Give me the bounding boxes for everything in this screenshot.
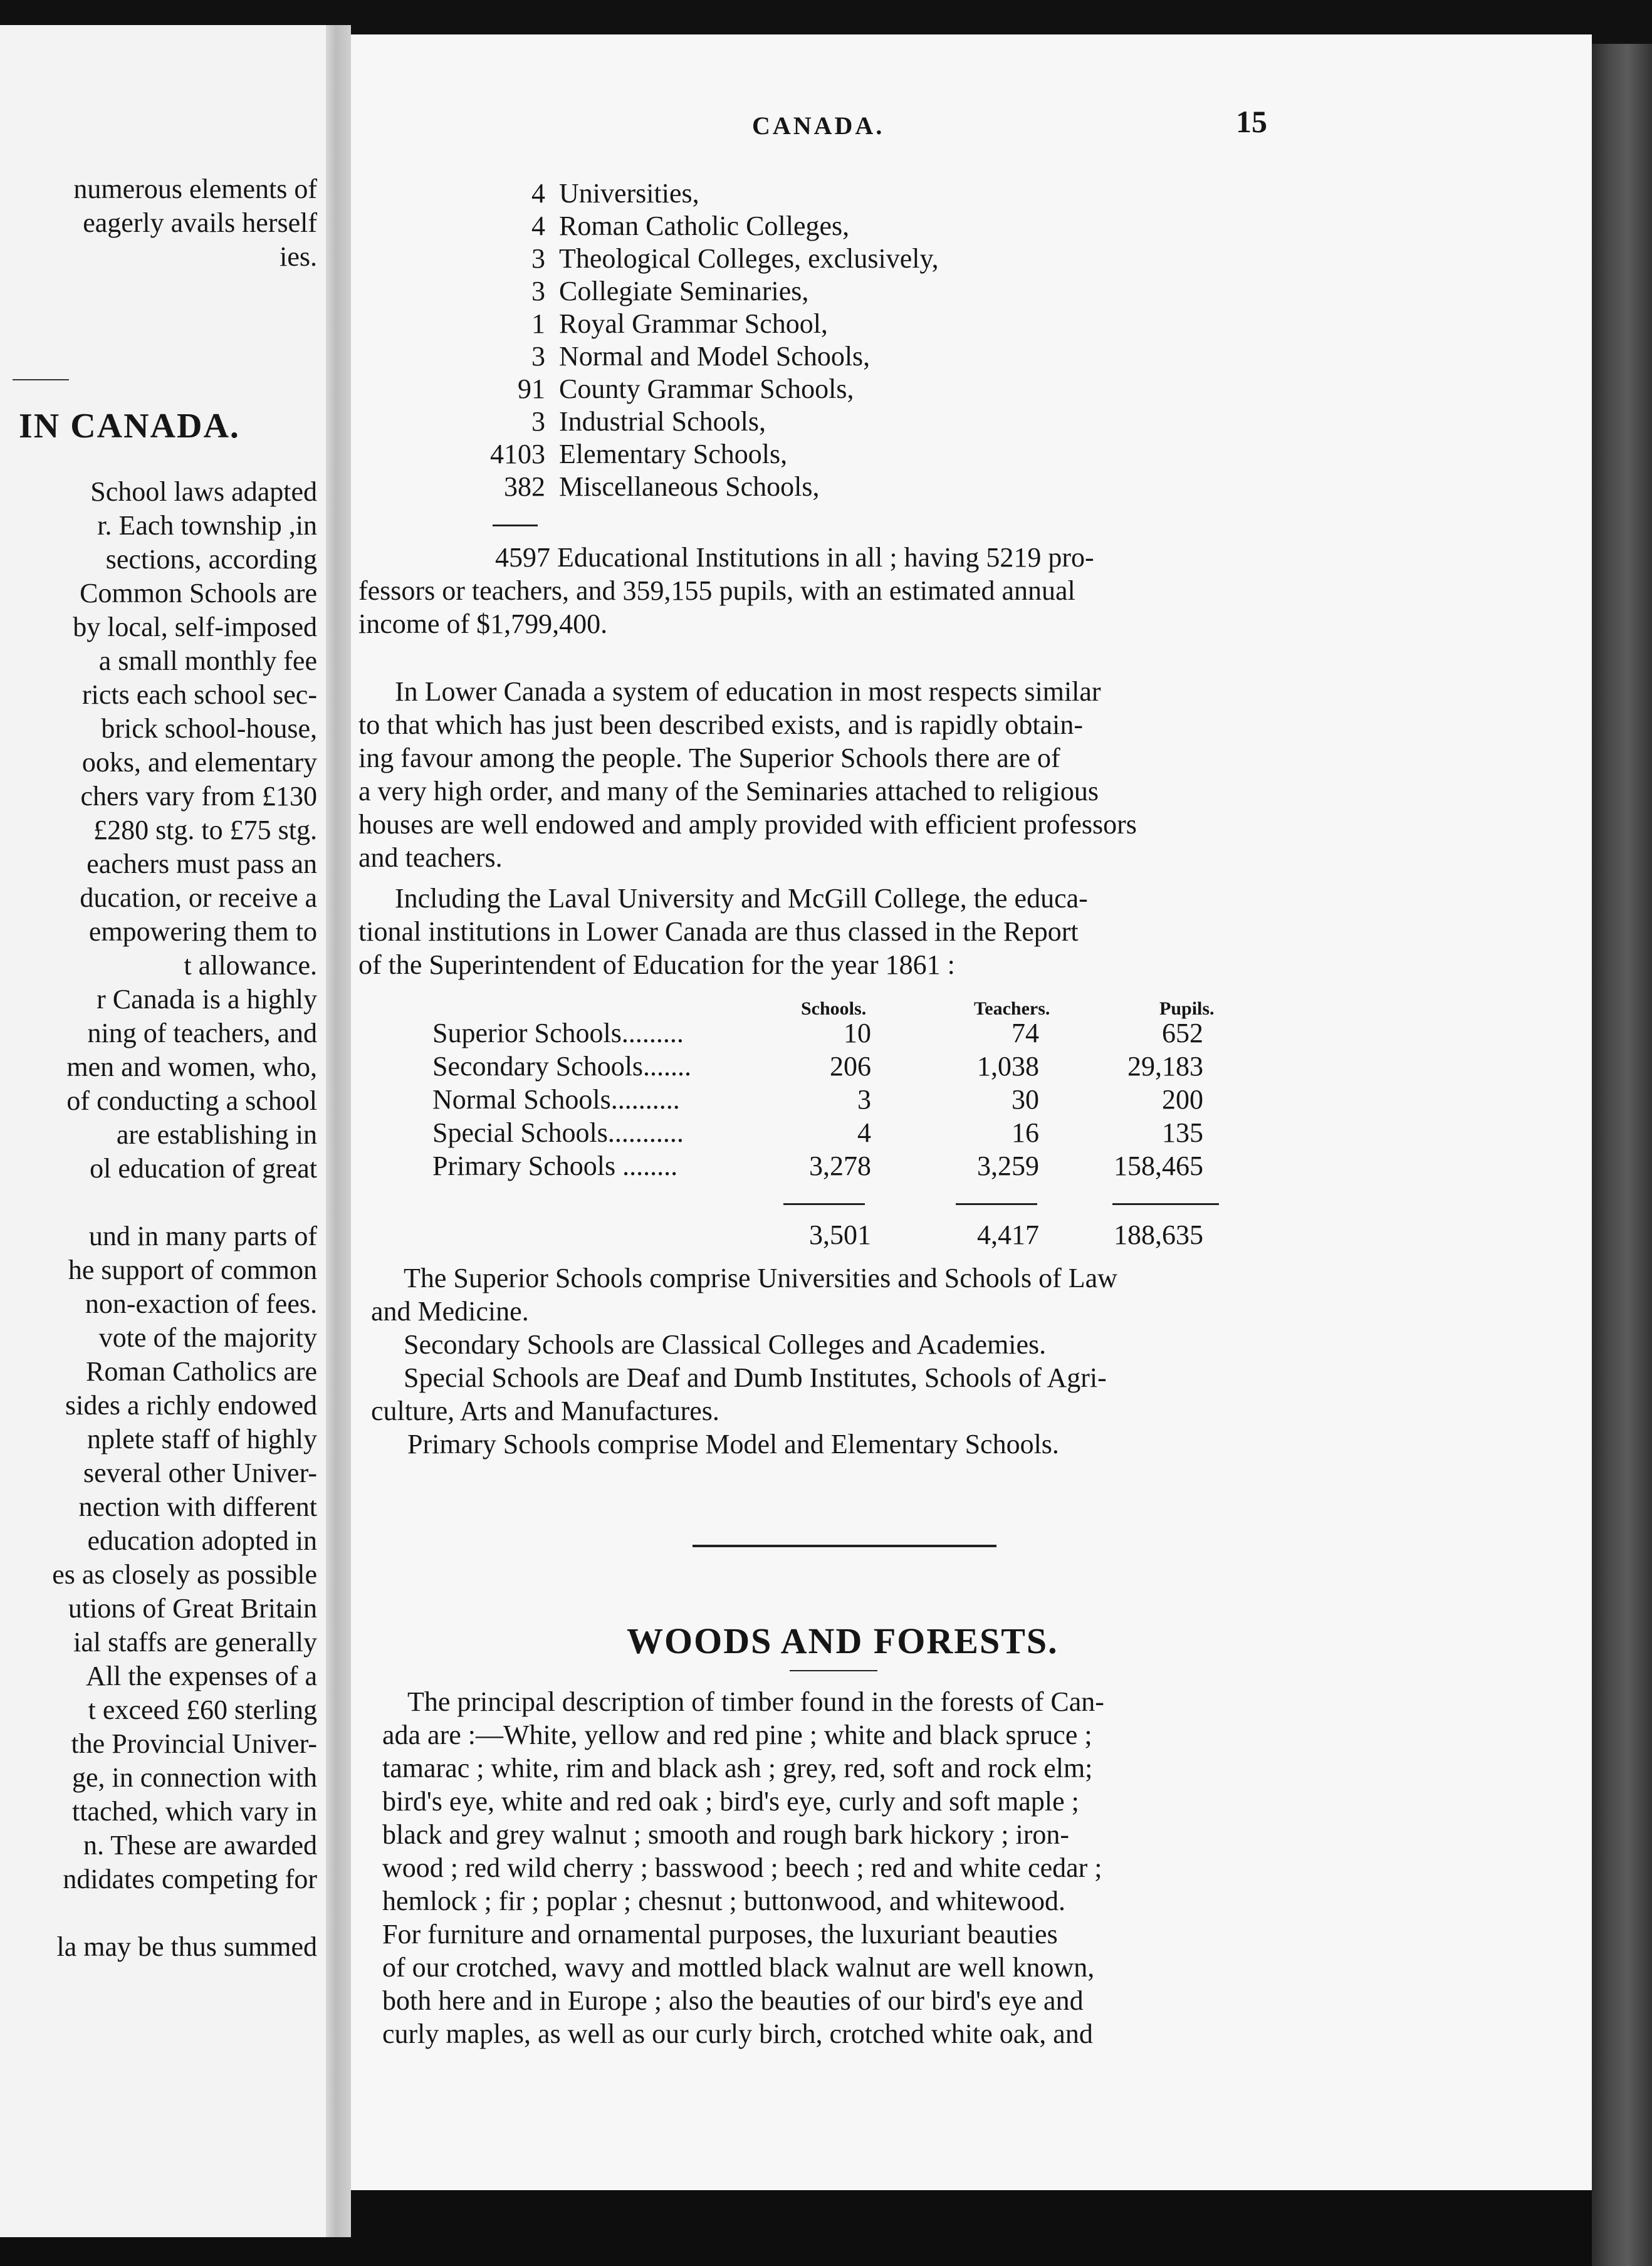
table-row-label: Special Schools........... <box>432 1117 684 1148</box>
left-page-line: a small monthly fee <box>98 645 317 676</box>
note-line: Secondary Schools are Classical Colleges and Academies. <box>404 1329 1047 1360</box>
institution-name: Collegiate Seminaries, <box>559 276 809 306</box>
left-page-line: empowering them to <box>88 916 317 947</box>
left-page-line: he support of common <box>68 1255 317 1285</box>
lower-canada-paragraph-line: houses are well endowed and amply provided with efficient professors <box>358 809 1137 840</box>
lower-canada-paragraph-line: and teachers. <box>358 842 503 873</box>
page-number: 15 <box>1236 104 1267 139</box>
table-cell-teachers: 1,038 <box>977 1051 1039 1082</box>
total-paragraph-line: 4597 Educational Institutions in all ; having 5219 pro- <box>495 542 1094 573</box>
table-cell-schools: 206 <box>830 1051 871 1082</box>
institution-count: 3 <box>531 341 545 372</box>
left-page-line: nplete staff of highly <box>87 1424 317 1454</box>
note-line: culture, Arts and Manufactures. <box>371 1396 719 1426</box>
lower-canada-paragraph-line: In Lower Canada a system of education in most respects similar <box>395 676 1101 707</box>
woods-paragraph-line: tamarac ; white, rim and black ash ; grey, red, soft and rock elm; <box>382 1753 1093 1783</box>
table-header-schools: Schools. <box>801 998 867 1019</box>
lower-canada-paragraph-line: ing favour among the people. The Superior Schools there are of <box>358 743 1060 773</box>
left-page <box>0 25 326 2237</box>
left-page-line: r Canada is a highly <box>97 984 317 1015</box>
institution-count: 4 <box>531 211 545 241</box>
left-page-line: the Provincial Univer- <box>71 1728 317 1759</box>
book-gutter <box>326 25 351 2237</box>
table-header-teachers: Teachers. <box>974 998 1050 1019</box>
notes-block <box>351 1261 1117 1461</box>
woods-paragraph-line: black and grey walnut ; smooth and rough bark hickory ; iron- <box>382 1819 1070 1850</box>
total-paragraph <box>351 541 1094 640</box>
table-cell-teachers: 3,259 <box>977 1151 1039 1181</box>
left-page-line: n. These are awarded <box>83 1830 317 1861</box>
note-line: Primary Schools comprise Model and Elementary Schools. <box>407 1429 1059 1459</box>
left-page-line: education adopted in <box>87 1525 317 1556</box>
total-paragraph-line: fessors or teachers, and 359,155 pupils, with an estimated annual <box>358 575 1075 606</box>
table-cell-pupils: 135 <box>1162 1117 1203 1148</box>
left-page-line: are establishing in <box>116 1119 317 1150</box>
institution-name: Industrial Schools, <box>559 406 766 437</box>
left-page-line: sides a richly endowed <box>65 1390 317 1421</box>
left-page-line: nection with different <box>78 1491 317 1522</box>
including-paragraph-line: Including the Laval University and McGill College, the educa- <box>395 883 1088 914</box>
institution-name: Roman Catholic Colleges, <box>559 211 850 241</box>
total-rule-teachers <box>956 1203 1037 1205</box>
left-page-line: non-exaction of fees. <box>85 1288 317 1319</box>
table-cell-pupils: 158,465 <box>1114 1151 1203 1181</box>
including-paragraph-line: of the Superintendent of Education for the year 1861 : <box>358 949 955 980</box>
table-cell-schools: 4 <box>857 1117 871 1148</box>
note-line: Special Schools are Deaf and Dumb Institutes, Schools of Agri- <box>404 1362 1107 1393</box>
woods-paragraph-line: For furniture and ornamental purposes, the luxuriant beauties <box>382 1919 1058 1950</box>
institution-count: 91 <box>518 373 545 404</box>
book-binding-edge <box>1592 44 1652 2266</box>
section-divider <box>693 1545 996 1547</box>
left-page-line: numerous elements of <box>73 174 317 204</box>
woods-paragraph-line: wood ; red wild cherry ; basswood ; beech ; red and white cedar ; <box>382 1852 1102 1883</box>
woods-paragraph-line: bird's eye, white and red oak ; bird's eye, curly and soft maple ; <box>382 1786 1079 1817</box>
institution-row <box>489 373 939 405</box>
institution-count: 4103 <box>490 439 545 469</box>
total-teachers: 4,417 <box>977 1219 1039 1250</box>
table-cell-pupils: 652 <box>1162 1018 1203 1048</box>
left-page-line: Roman Catholics are <box>85 1356 317 1387</box>
left-page-line: ttached, which vary in <box>72 1796 317 1827</box>
left-page-line: r. Each township ,in <box>97 510 317 541</box>
woods-paragraph-line: of our crotched, wavy and mottled black walnut are well known, <box>382 1952 1095 1983</box>
institution-row <box>489 405 939 438</box>
total-pupils: 188,635 <box>1114 1219 1203 1250</box>
left-page-line: ndidates competing for <box>63 1864 317 1894</box>
left-page-line: of conducting a school <box>66 1085 317 1116</box>
institution-name: Universities, <box>559 178 699 209</box>
left-page-line: ies. <box>280 241 317 272</box>
left-page-line: ol education of great <box>90 1153 317 1184</box>
woods-paragraph <box>351 1685 1104 2050</box>
left-page-line: eagerly avails herself <box>83 207 317 238</box>
table-cell-schools: 3 <box>857 1084 871 1115</box>
institution-name: County Grammar Schools, <box>559 373 854 404</box>
institution-row <box>489 471 939 503</box>
institution-name: Elementary Schools, <box>559 439 788 469</box>
institution-name: Theological Colleges, exclusively, <box>559 243 939 274</box>
including-paragraph <box>351 882 1088 981</box>
woods-paragraph-line: curly maples, as well as our curly birch, crotched white oak, and <box>382 2018 1093 2049</box>
table-row-label: Primary Schools ........ <box>432 1151 678 1181</box>
section-title: WOODS AND FORESTS. <box>627 1621 1059 1661</box>
table-row-label: Normal Schools.......... <box>432 1084 680 1115</box>
table-header-pupils: Pupils. <box>1159 998 1215 1019</box>
left-page-line: ducation, or receive a <box>80 882 317 913</box>
left-page-line: t exceed £60 sterling <box>88 1694 317 1725</box>
table-cell-schools: 3,278 <box>809 1151 871 1181</box>
institution-count: 3 <box>531 243 545 274</box>
left-page-line: ning of teachers, and <box>87 1018 317 1048</box>
table-cell-teachers: 30 <box>1012 1084 1039 1115</box>
left-page-line: sections, according <box>105 544 317 575</box>
woods-paragraph-line: ada are :—White, yellow and red pine ; white and black spruce ; <box>382 1720 1092 1750</box>
left-page-line: und in many parts of <box>88 1221 317 1251</box>
left-page-line: men and women, who, <box>66 1052 317 1082</box>
total-paragraph-line: income of $1,799,400. <box>358 608 608 639</box>
right-page <box>351 34 1592 2190</box>
institution-row <box>489 210 939 243</box>
left-page-rule <box>13 379 69 380</box>
left-page-line: several other Univer- <box>83 1458 317 1488</box>
woods-paragraph-line: both here and in Europe ; also the beauties of our bird's eye and <box>382 1985 1084 2016</box>
running-head: CANADA. <box>752 112 885 140</box>
institution-count: 382 <box>504 471 545 502</box>
institution-row <box>489 308 939 340</box>
left-page-line: ial staffs are generally <box>73 1627 317 1658</box>
lower-canada-paragraph-line: to that which has just been described exists, and is rapidly obtain- <box>358 709 1083 740</box>
institution-name: Miscellaneous Schools, <box>559 471 820 502</box>
left-page-line: ge, in connection with <box>71 1762 317 1793</box>
institution-row <box>489 438 939 471</box>
left-page-line: t allowance. <box>184 950 317 981</box>
table-cell-pupils: 200 <box>1162 1084 1203 1115</box>
left-page-line: eachers must pass an <box>86 848 317 879</box>
table-cell-schools: 10 <box>844 1018 871 1048</box>
institution-name: Normal and Model Schools, <box>559 341 870 372</box>
left-page-line: Common Schools are <box>80 578 317 608</box>
institution-count: 3 <box>531 406 545 437</box>
sum-rule <box>493 525 538 526</box>
woods-paragraph-line: hemlock ; fir ; poplar ; chesnut ; buttonwood, and whitewood. <box>382 1886 1066 1916</box>
note-line: and Medicine. <box>371 1296 529 1327</box>
left-page-line: chers vary from £130 <box>80 781 317 812</box>
lower-canada-paragraph-line: a very high order, and many of the Seminaries attached to religious <box>358 776 1099 807</box>
total-rule-pupils <box>1112 1203 1219 1205</box>
institution-row <box>489 340 939 373</box>
left-page-line: All the expenses of a <box>86 1661 317 1691</box>
institutions-list <box>489 177 939 503</box>
woods-paragraph-line: The principal description of timber found in the forests of Can- <box>407 1686 1104 1717</box>
table-cell-teachers: 16 <box>1012 1117 1039 1148</box>
table-cell-pupils: 29,183 <box>1127 1051 1203 1082</box>
left-page-line: by local, self-imposed <box>73 612 317 642</box>
left-page-line: brick school-house, <box>101 713 317 744</box>
table-cell-teachers: 74 <box>1012 1018 1039 1048</box>
section-title-underline <box>790 1670 877 1671</box>
institution-row <box>489 177 939 210</box>
institution-count: 1 <box>531 308 545 339</box>
note-line: The Superior Schools comprise Universities and Schools of Law <box>404 1263 1117 1293</box>
table-row-label: Superior Schools......... <box>432 1018 684 1048</box>
total-schools: 3,501 <box>809 1219 871 1250</box>
institution-count: 3 <box>531 276 545 306</box>
institution-row <box>489 243 939 275</box>
left-page-line: ricts each school sec- <box>81 679 317 710</box>
left-page-line: es as closely as possible <box>52 1559 317 1590</box>
lower-canada-paragraph <box>351 675 1137 874</box>
left-page-line: utions of Great Britain <box>68 1593 317 1624</box>
left-page-line: la may be thus summed <box>56 1931 317 1962</box>
left-page-line: ooks, and elementary <box>81 747 317 778</box>
including-paragraph-line: tional institutions in Lower Canada are thus classed in the Report <box>358 916 1079 947</box>
institution-name: Royal Grammar School, <box>559 308 828 339</box>
left-page-line: School laws adapted <box>90 476 317 507</box>
left-page-line: vote of the majority <box>98 1322 317 1353</box>
left-page-line: £280 stg. to £75 stg. <box>93 815 317 845</box>
left-page-heading: IN CANADA. <box>19 407 240 446</box>
institution-count: 4 <box>531 178 545 209</box>
table-row-label: Secondary Schools....... <box>432 1051 692 1082</box>
institution-row <box>489 275 939 308</box>
total-rule-schools <box>783 1203 865 1205</box>
